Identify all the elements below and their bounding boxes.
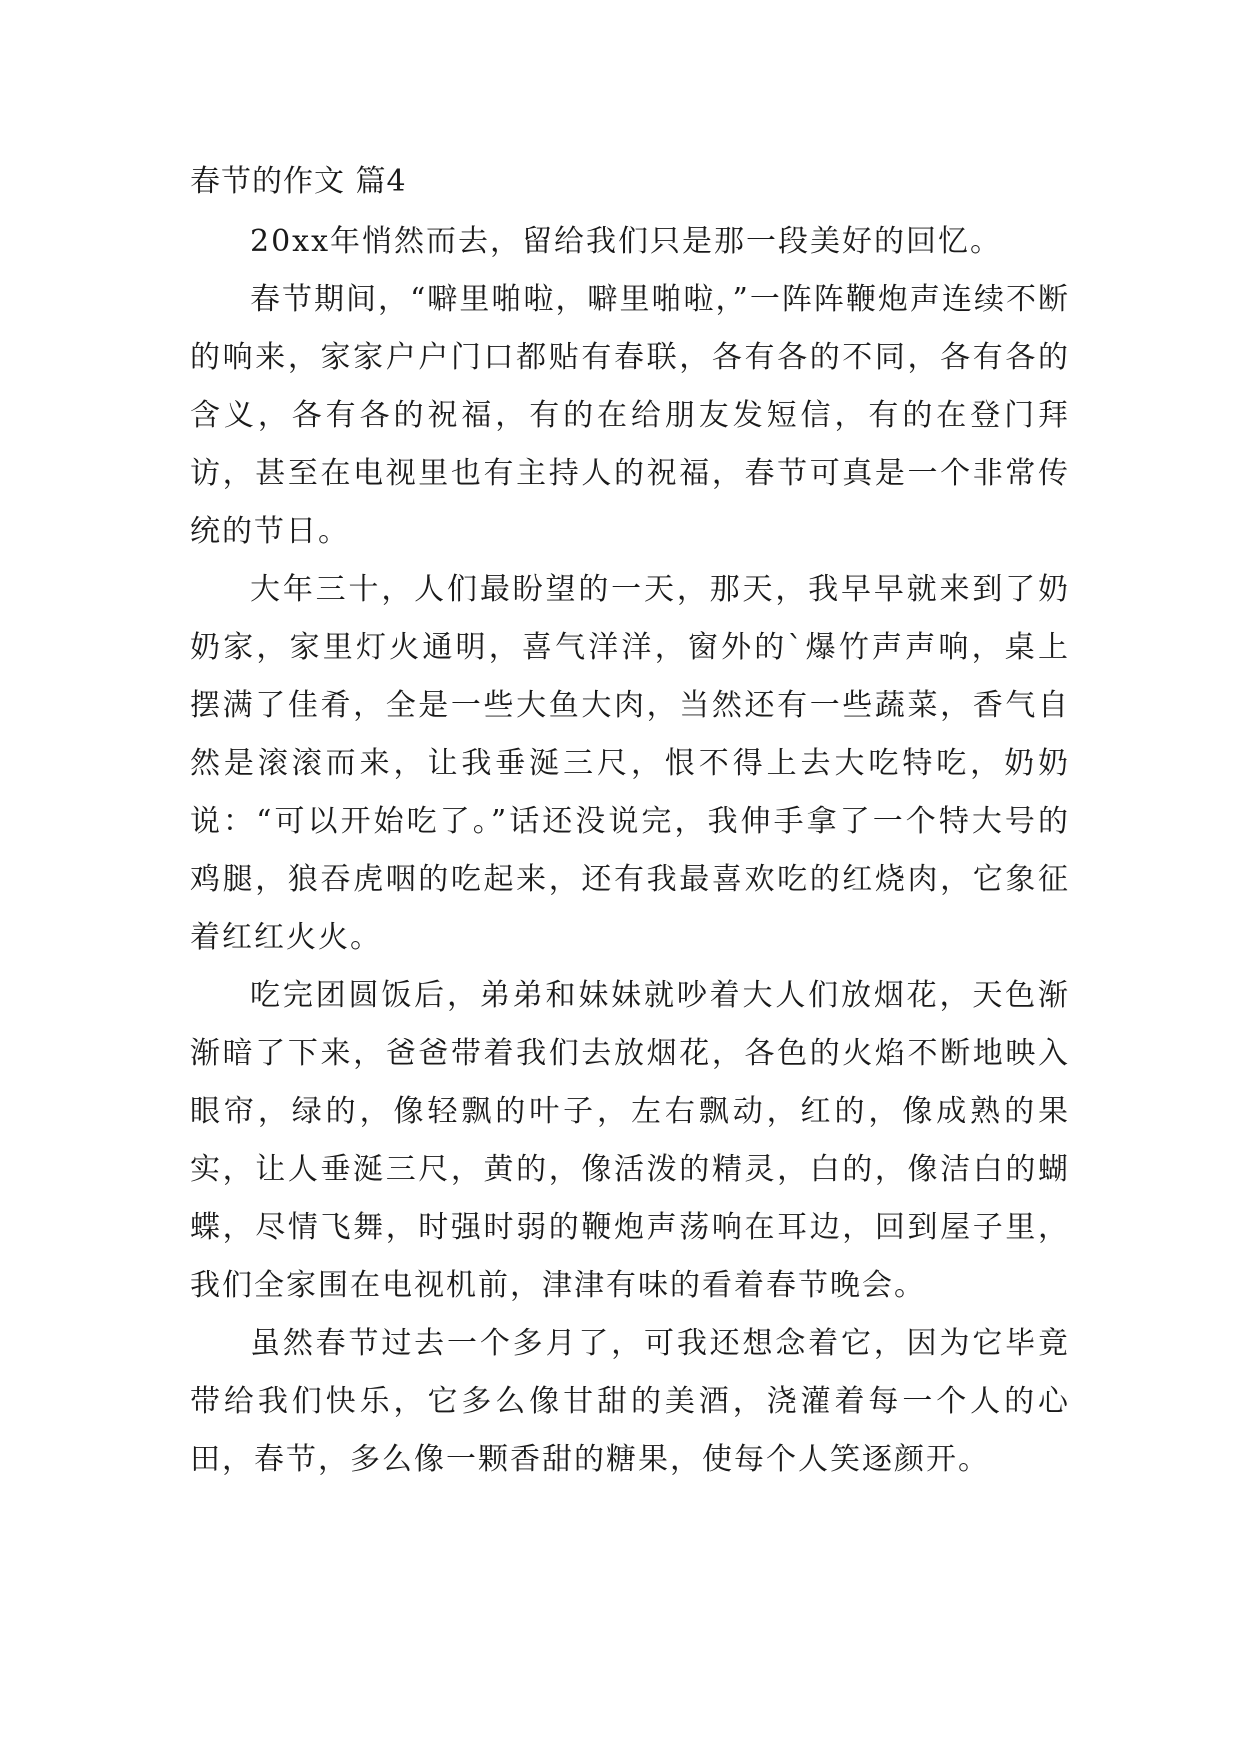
- paragraph-4: 吃完团圆饭后，弟弟和妹妹就吵着大人们放烟花，天色渐渐暗了下来，爸爸带着我们去放烟花，各色的火焰不断地映入眼帘，绿的，像轻飘的叶子，左右飘动，红的，像成熟的果实，让人垂涎三尺，黄的，像活泼的精灵，白的，像洁白的蝴蝶，尽情飞舞，时强时弱的鞭炮声荡响在耳边，回到屋子里，我们全家围在电视机前，津津有味的看着春节晚会。: [190, 978, 1070, 1303]
- document-body: [190, 160, 1070, 1489]
- document-title: 春节的作文 篇4: [190, 164, 407, 199]
- paragraph-3: 大年三十，人们最盼望的一天，那天，我早早就来到了奶奶家，家里灯火通明，喜气洋洋，窗外的`爆竹声声响，桌上摆满了佳肴，全是一些大鱼大肉，当然还有一些蔬菜，香气自然是滚滚而来，让我垂涎三尺，恨不得上去大吃特吃，奶奶说：“可以开始吃了。”话还没说完，我伸手拿了一个特大号的鸡腿，狼吞虎咽的吃起来，还有我最喜欢吃的红烧肉，它象征着红红火火。: [190, 572, 1070, 955]
- paragraph-2: 春节期间，“噼里啪啦，噼里啪啦，”一阵阵鞭炮声连续不断的响来，家家户户门口都贴有春联，各有各的不同，各有各的含义，各有各的祝福，有的在给朋友发短信，有的在登门拜访，甚至在电视里也有主持人的祝福，春节可真是一个非常传统的节日。: [190, 282, 1070, 549]
- paragraph-1: 20xx年悄然而去，留给我们只是那一段美好的回忆。: [250, 224, 1003, 259]
- paragraph-5: 虽然春节过去一个多月了，可我还想念着它，因为它毕竟带给我们快乐，它多么像甘甜的美酒，浇灌着每一个人的心田，春节，多么像一颗香甜的糖果，使每个人笑逐颜开。: [190, 1326, 1070, 1477]
